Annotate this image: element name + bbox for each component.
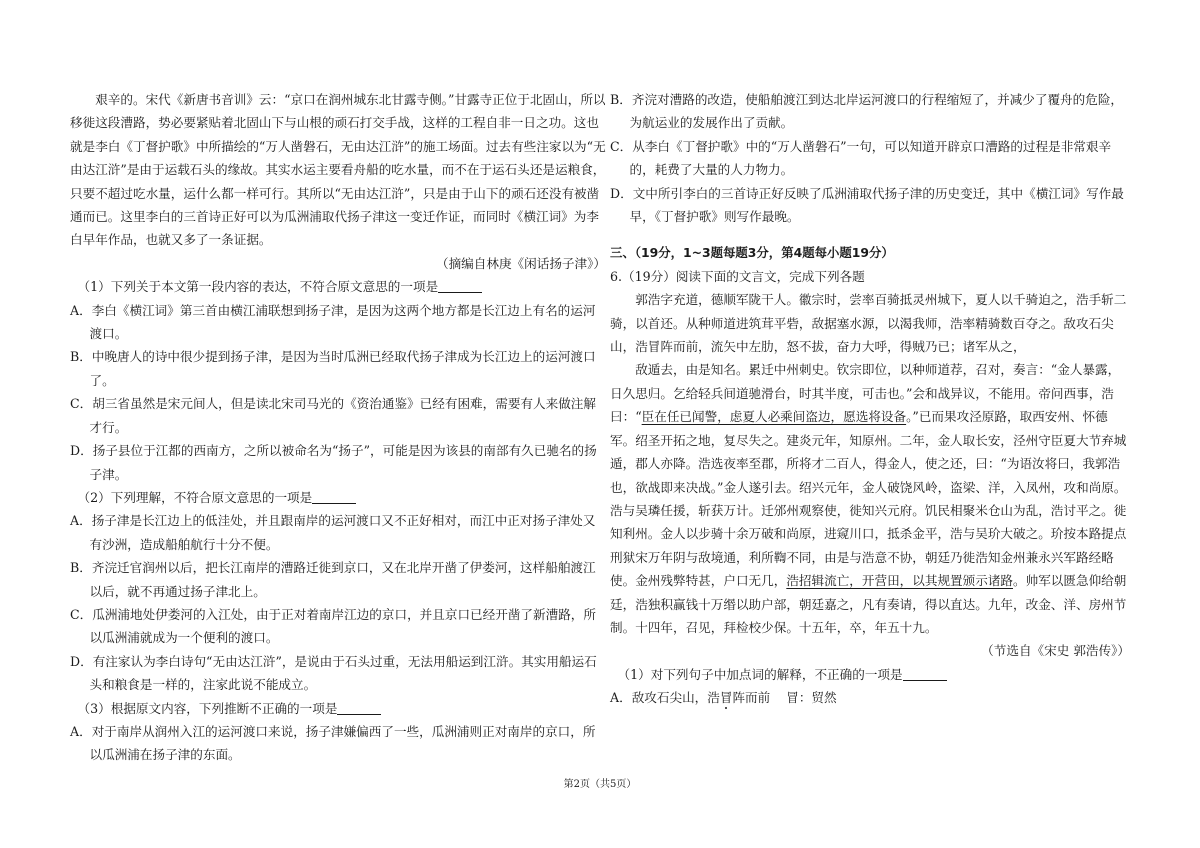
- answer-blank: [337, 700, 381, 715]
- question-2-stem: （2）下列理解，不符合原文意思的一项是: [70, 486, 606, 509]
- right-column: [610, 88, 1130, 710]
- option-c: C．胡三省虽然是宋元间人，但是读北宋司马光的《资治通鉴》已经有困难，需要有人来做注解才行。: [70, 396, 596, 435]
- option-b: B．齐浣对漕路的改造，使船舶渡江到达北岸运河渡口的行程缩短了，并减少了覆舟的危险，为航运业的发展作出了贡献。: [610, 92, 1124, 131]
- option-a: A．对于南岸从润州入江的运河渡口来说，扬子津嫌偏西了一些，瓜洲浦则正对南岸的京口，所以瓜洲浦在扬子津的东面。: [70, 723, 596, 763]
- classical-text-paragraph-1: 郭浩字充道，德顺军陇干人。徽宗时，尝率百骑抵灵州城下，夏人以千骑迫之，浩手斩二骑，以首还。从种师道进筑茸平砦，敌据塞水源，以渴我师，浩率精骑数百夺之。敌攻石尖山，浩冒阵而前，流矢中左肋，怒不拔，奋力大呼，得贼乃已；诸军从之，: [610, 292, 1127, 355]
- option-b: B．齐浣迁官润州以后，把长江南岸的漕路迁徙到京口，又在北岸开凿了伊娄河，这样船舶渡江以后，就不再通过扬子津北上。: [70, 560, 596, 599]
- question-1-stem: （1）下列关于本文第一段内容的表达，不符合原文意思的一项是: [70, 275, 606, 298]
- underlined-sentence-1: 臣在任已闻警，虑夏人必乘间盗边，愿选将设备: [641, 409, 907, 425]
- underlined-sentence-2: 浩招辑流亡，开营田，以其规置颁示诸路: [786, 573, 1013, 589]
- option-a: A．扬子津是长江边上的低洼处，并且跟南岸的运河渡口又不正好相对，而江中正对扬子津处又有沙洲，造成船舶航行十分不便。: [70, 513, 596, 552]
- option-d: D．扬子县位于江都的西南方，之所以被命名为“扬子”，可能是因为该县的南部有久已驰名的扬子津。: [70, 443, 597, 482]
- answer-blank: [438, 278, 482, 293]
- option-d: D．有注家认为李白诗句“无由达江浒”，是说由于石头过重，无法用船运到江浒。其实用船运石头和粮食是一样的，注家此说不能成立。: [70, 653, 597, 693]
- page-footer: 第2页（共5页）: [563, 779, 637, 790]
- classical-text-paragraph-2: 敌遁去，由是知名。累迁中州刺史。钦宗即位，以种师道荐，召对，奏言：“金人暴露，日久思归。乞给轻兵间道驰滑台，时其半度，可击也。”会和战异议，不能用。帝问西事，浩曰：“臣在任已闻警，虑夏人必乘间盗边，愿选将设备。”已而果攻泾原路，取西安州、怀德军。绍圣开拓之地，复尽失之。建炎元年，知原州。二年，金人取长安，泾州守臣夏大节弃城遁，郡人亦降。浩选夜率至郡，所将才二百人，得金人，使之还，曰：“为语汝将曰，我郭浩也，欲战即来决战。”金人遂引去。绍兴元年，金人破饶风岭，盗梁、洋，入凤州，攻和尚原。浩与吴璘任援，斩获万计。迁邠州观察使，徙知兴元府。饥民相聚米仓山为乱，浩讨平之。徙知利州。金人以步骑十余万破和尚原，进窥川口，抵杀金平，浩与吴玠大破之。玠按本路提点刑狱宋万年阴与敌境通，利所鞫不同，由是与浩意不协，朝廷乃徙浩知金州兼永兴军路经略使。金州残弊特甚，户口无几，浩招辑流亡，开营田，以其规置颁示诸路。帅军以匮急仰给朝廷，浩独积赢钱十万缗以助户部，朝廷嘉之，凡有奏请，得以直达。九年，改金、洋、房州节制。十四年，召见，拜检校少保。十五年，卒，年五十九。: [610, 362, 1127, 635]
- option-d: D．文中所引李白的三首诗正好反映了瓜洲浦取代扬子津的历史变迁，其中《横江词》写作最早，《丁督护歌》则写作最晚。: [610, 185, 1124, 225]
- sub-question-1-option-a: A．敌攻石尖山，浩冒阵而前 冒：贸然: [610, 690, 837, 706]
- passage-continuation: 艰辛的。宋代《新唐书音训》云：“京口在润州城东北甘露寺侧。”甘露寺正位于北固山，所以移徙这段漕路，势必要紧贴着北固山下与山根的顽石打交手战，这样的工程自非一日之功。这也就是李白《丁督护歌》中所描绘的“万人凿磐石，无由达江浒”的施工场面。过去有些注家以为“无由达江浒”是由于运载石头的缘故。其实水运主要看舟船的吃水量，而不在于运石头还是运粮食，只要不超过吃水量，运什么都一样可行。其所以“无由达江浒”，只是由于山下的顽石还没有被凿通而已。这里李白的三首诗正好可以为瓜洲浦取代扬子津这一变迁作证，而同时《横江词》为李白早年作品，也就又多了一条证据。: [70, 92, 606, 248]
- answer-blank: [312, 489, 356, 504]
- question-3-stem: （3）根据原文内容，下列推断不正确的一项是: [70, 697, 606, 720]
- word-gloss: 冒：贸然: [786, 690, 837, 706]
- sub-question-1-stem: （1）对下列句子中加点词的解释，不正确的一项是: [610, 663, 1130, 686]
- passage-source: （摘编自林庚《闲话扬子津》）: [435, 255, 606, 271]
- option-c: C．从李白《丁督护歌》中的“万人凿磐石”一句，可以知道开辟京口漕路的过程是非常艰辛的，耗费了大量的人力物力。: [610, 138, 1112, 178]
- question-6-title: 6.（19分）阅读下面的文言文，完成下列各题: [610, 268, 865, 284]
- classical-text-source: （节选自《宋史 郭浩传》）: [981, 643, 1130, 659]
- option-b: B．中晚唐人的诗中很少提到扬子津，是因为当时瓜洲已经取代扬子津成为长江边上的运河渡口了。: [70, 349, 596, 388]
- answer-blank: [903, 666, 947, 681]
- left-column: [70, 88, 606, 767]
- dotted-character: 冒: [719, 690, 733, 706]
- option-a: A．李白《横江词》第三首由横江浦联想到扬子津，是因为这两个地方都是长江边上有名的运河渡口。: [70, 302, 596, 342]
- section-heading: 三、（19分，1~3题每题3分，第4题每小题19分）: [610, 245, 894, 261]
- option-c: C．瓜洲浦地处伊娄河的入江处，由于正对着南岸江边的京口，并且京口已经开凿了新漕路，所以瓜洲浦就成为一个便利的渡口。: [70, 606, 596, 646]
